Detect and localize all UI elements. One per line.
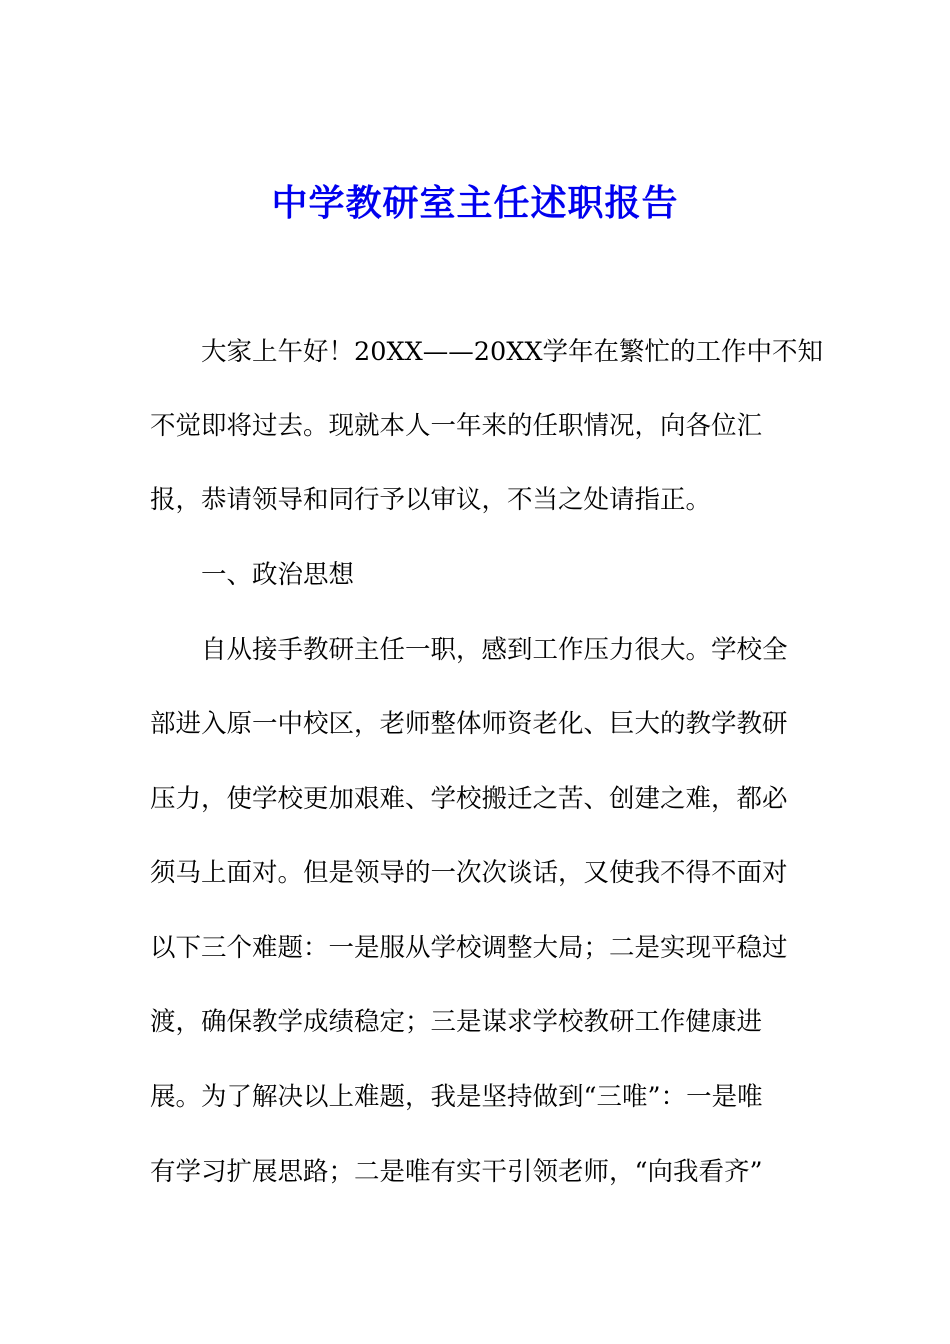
paragraph-line: 不觉即将过去。现就本人一年来的任职情况，向各位汇 [150, 411, 763, 441]
paragraph-line: 须马上面对。但是领导的一次次谈话，又使我不得不面对 [150, 858, 788, 888]
paragraph-line: 渡，确保教学成绩稳定；三是谋求学校教研工作健康进 [150, 1007, 763, 1037]
paragraph-line: 部进入原一中校区，老师整体师资老化、巨大的教学教研 [150, 709, 788, 739]
paragraph-line: 报，恭请领导和同行予以审议，不当之处请指正。 [150, 485, 712, 515]
section-heading: 一、政治思想 [150, 560, 355, 590]
paragraph-line: 压力，使学校更加艰难、学校搬迁之苦、创建之难，都必 [150, 784, 788, 814]
paragraph-line: 有学习扩展思路；二是唯有实干引领老师，“向我看齐” [150, 1157, 763, 1187]
document-title: 中学教研室主任述职报告 [271, 182, 679, 224]
paragraph-line: 以下三个难题：一是服从学校调整大局；二是实现平稳过 [150, 933, 788, 963]
paragraph-line: 大家上午好！20XX——20XX学年在繁忙的工作中不知 [150, 337, 824, 367]
paragraph-line: 自从接手教研主任一职，感到工作压力很大。学校全 [150, 635, 788, 665]
paragraph-line: 展。为了解决以上难题，我是坚持做到“三唯”：一是唯 [150, 1082, 763, 1112]
